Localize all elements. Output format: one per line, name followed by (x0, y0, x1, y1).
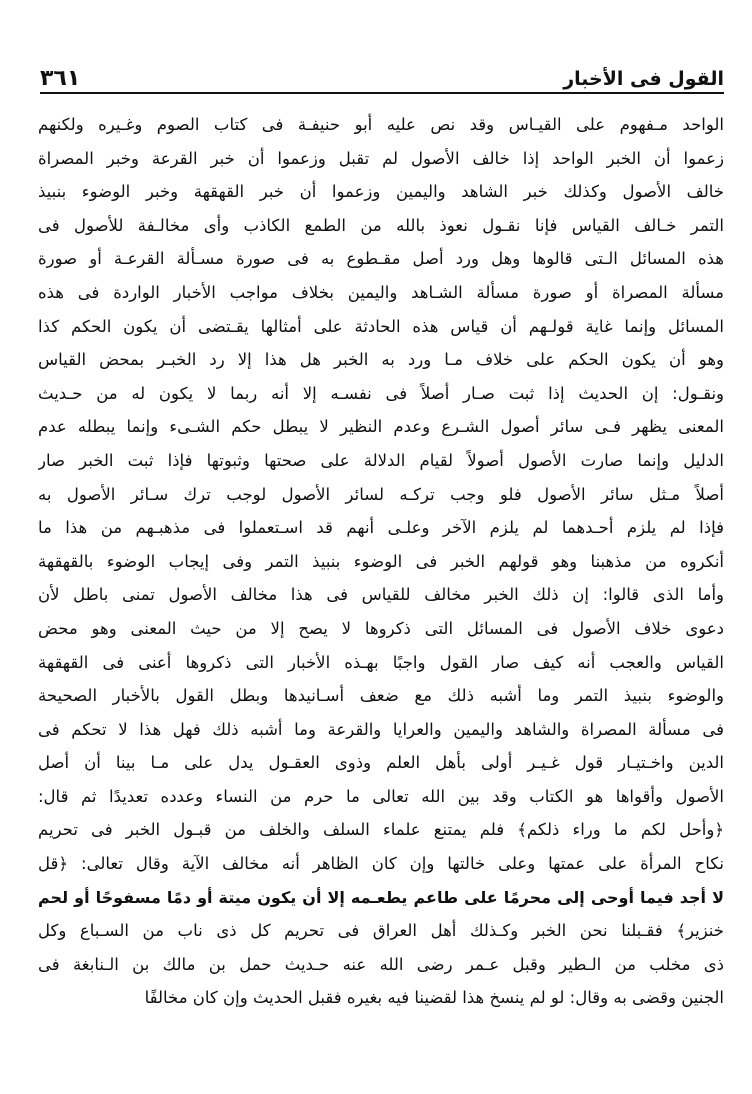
text-line-15: وأما الذى قالوا: إن ذلك الخبر مخالف للقياس فى هذا مخالف الأصول تمنى باطل لأن (38, 585, 724, 605)
page-number: ٣٦١ (40, 66, 81, 91)
text-line-11: الدليل وإنما صارت الأصول أصولاً لقيام الدلالة على صحتها وثبوتها فإذا ثبت الخبر صار (38, 450, 724, 470)
text-line-6: مسألة المصراة أو صورة مسألة الشـاهد واليمين بخلاف مواجب الأخبار الواردة فى هذه (38, 282, 724, 302)
body-text (38, 108, 724, 1015)
text-line-5: هذه المسائل الـتى قالوها وهل ورد أصل مقـطوع به فى صورة مسـألة القرعـة أو صورة (38, 249, 724, 269)
text-line-9: ونقـول: إن الحديث إذا ثبت صـار أصلاً فى نفسـه إلا أنه ربما لا يكون له من حـديث (38, 383, 724, 403)
text-line-20: الدين واخـتيـار قول غـيـر أولى بأهل العلم وذوى العقـول يدل على مـا بينا أن أصل (38, 753, 724, 773)
text-line-2: زعموا أن الخبر الواحد إذا خالف الأصول لم تقبل وزعموا أن خبر القرعة وخبر المصراة (38, 148, 724, 168)
text-line-18: والوضوء بنبيذ التمر وما أشبه ذلك مع ضعف أسـانيدها وبطل القول بالأخبار الصحيحة (38, 686, 724, 706)
text-line-3: خالف الأصول وكذلك خبر الشاهد واليمين وزعموا أن خبر القهقهة وخبر الوضوء بنبيذ (38, 182, 724, 202)
text-line-7: المسائل وإنما غاية قولـهم أن قياس هذه الحادثة على أمثالها يقـتضى أن يكون الحكم كذا (38, 316, 724, 336)
text-line-13: فإذا لم يلزم أحـدهما لم يلزم الآخر وعلـى أنهم قد اسـتعملوا فى مذهبـهم من هذا ما (38, 518, 724, 538)
text-line-26: ذى مخلب من الـطير وقبل عـمر رضى الله عنه حـديث حمل بن مالك بن الـنابغة فى (38, 954, 724, 974)
text-line-4: التمر خـالف القياس فإنا نقـول نعوذ بالله من الطمع الكاذب وأى مخالـفة للأصول فى (38, 215, 724, 235)
text-line-1: الواحد مـفهوم على القيـاس وقد نص عليه أبو حنيفـة فى كتاب الصوم وغـيره ولكنهم (38, 115, 724, 134)
text-line-12: أصلاً مـثل سائر الأصول فلو وجب تركـه لسائر الأصول لوجب ترك سـائر الأصول به (38, 484, 724, 504)
text-line-22: ﴿وأحل لكم ما وراء ذلكم﴾ فلم يمتنع علماء السلف والخلف من قبـول الخبر فى تحريم (38, 820, 724, 840)
text-line-8: وهو أن يكون الحكم على خلاف مـا ورد به الخبر هل هذا إلا رد الخبـر بمحض القياس (38, 350, 724, 370)
text-line-14: أنكروه من مذهبنا وهو قولهم الخبر فى الوضوء بنبيذ التمر وفى إيجاب الوضوء بالقهقهة (38, 551, 724, 571)
text-line-25: خنزير﴾ فقـبلنا نحن الخبر وكـذلك أهل العراق فى تحريم كل ذى ناب من السـباع وكل (38, 921, 724, 941)
running-title: القول فى الأخبار (563, 68, 724, 90)
text-line-24: لا أجد فيما أوحى إلى محرمًا على طاعم يطعـمه إلا أن يكون ميتة أو دمًا مسفوحًا أو لحم (38, 887, 724, 907)
text-line-16: دعوى خلاف الأصول فى المسائل التى ذكروها لا يصح إلا من حيث المعنى وهو محض (38, 618, 724, 638)
text-line-21: الأصول وأقواها هو الكتاب وقد بين الله تعالى ما حرم من النساء وعدده تعديدًا ثم قال: (38, 786, 724, 806)
header-rule (40, 92, 724, 94)
text-line-17: القياس والعجب أنه كيف صار القول واجبًا بهـذه الأخبار التى ذكروها أعنى فى القهقهة (38, 652, 724, 672)
text-line-27: الجنين وقضى به وقال: لو لم ينسخ هذا لقضينا فيه بغيره فقبل الحديث وإن كان مخالفًا (144, 988, 724, 1008)
page-header (40, 58, 724, 92)
text-line-23: نكاح المرأة على عمتها وعلى خالتها وإن كان الظاهر أنه مخالف الآية وقال تعالى: ﴿قل (38, 854, 724, 874)
text-line-19: فى مسألة المصراة والشاهد واليمين والعرايا والقرعة وما أشبه ذلك فهل هذا لا تحكم فى (38, 719, 724, 739)
text-line-10: المعنى يظهر فـى سائر أصول الشـرع وعدم النظير لا يبطل حكم الشـىء وإنما يبطله عدم (38, 417, 724, 437)
